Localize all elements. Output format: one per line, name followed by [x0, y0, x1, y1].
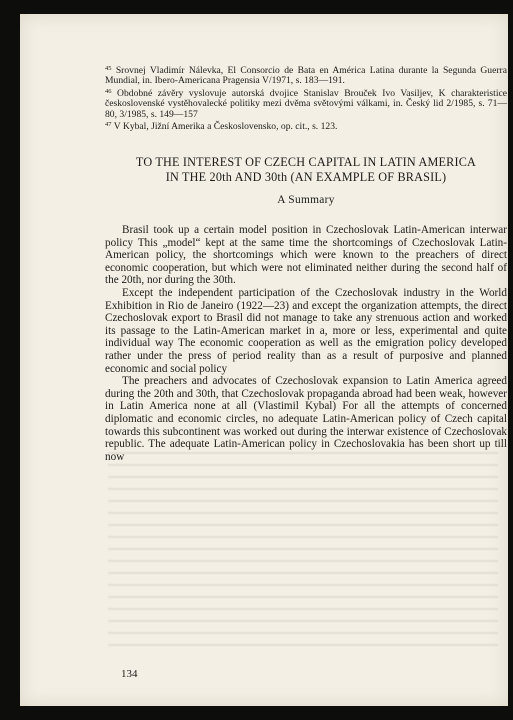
footnote-text: V Kybal, Jižní Amerika a Československo, op. cit., s. 123. [113, 121, 338, 133]
page-number: 134 [121, 668, 138, 680]
footnote-45 [105, 64, 507, 87]
footnote-text: Srovnej Vladimír Nálevka, El Consorcio de Bata en América Latina durante la Segunda Guerra Mundial, in. Ibero-Americana Pragensia V/1971, s. 183—191. [105, 65, 507, 87]
footnote-46 [105, 87, 507, 120]
title-line: TO THE INTEREST OF CZECH CAPITAL IN LATIN AMERICA [135, 155, 477, 169]
book-page [20, 14, 508, 706]
show-through-text [108, 452, 498, 652]
footnote-text: Obdobné závěry vyslovuje autorská dvojice Stanislav Brouček Ivo Vasiljev, K charakteristice československé vystěhovalecké politiky mezi dvěma světovými válkami, in. Český lid 2/1985, s. 71—80, 3/1985, s. 149—157 [105, 87, 508, 120]
paragraph: Except the independent participation of the Czechoslovak industry in the World Exhibition in Rio de Janeiro (1922—23) and except the organization attempts, the direct Czechoslovak export to Brasil did not manage to take any strenuous action and worked its passage to the Latin-American market in a, more or less, experimental and quite individual way The economic cooperation as well as the emigration policy developed rather under the press of period reality than as a result of purposive and planned economic and social policy [105, 286, 507, 375]
footnote-marker: 45 [105, 65, 112, 72]
paragraph: The preachers and advocates of Czechoslovak expansion to Latin America agreed during the 20th and 30th, that Czechoslovak propaganda abroad had been weak, however in Latin America none at all (Vlastimil Kybal) For all the attempts of concerned diplomatic and economic circles, no adequate Latin-American policy of Czech capital towards this subcontinent was worked out during the interwar existence of Czechoslovak republic. The adequate Latin-American policy in Czechoslovakia has been short up till now [105, 375, 507, 463]
footnote-marker: 47 [105, 121, 112, 129]
title-line: IN THE 20th AND 30th (AN EXAMPLE OF BRASIL) [165, 170, 447, 184]
summary-body [105, 224, 507, 463]
footnote-47 [105, 120, 507, 132]
paragraph: Brasil took up a certain model position in Czechoslovak Latin-American interwar policy This „model“ kept at the same time the shortcomings of Czechoslovak Latin-American policy, the shortcomings which were known to the preachers of direct economic cooperation, but which were not eliminated neither during the second half of the 20th, nor during the 30th. [105, 224, 507, 287]
article-title [105, 155, 507, 185]
summary-heading: A Summary [277, 194, 335, 206]
footnotes [105, 64, 507, 132]
footnote-marker: 46 [105, 87, 112, 95]
